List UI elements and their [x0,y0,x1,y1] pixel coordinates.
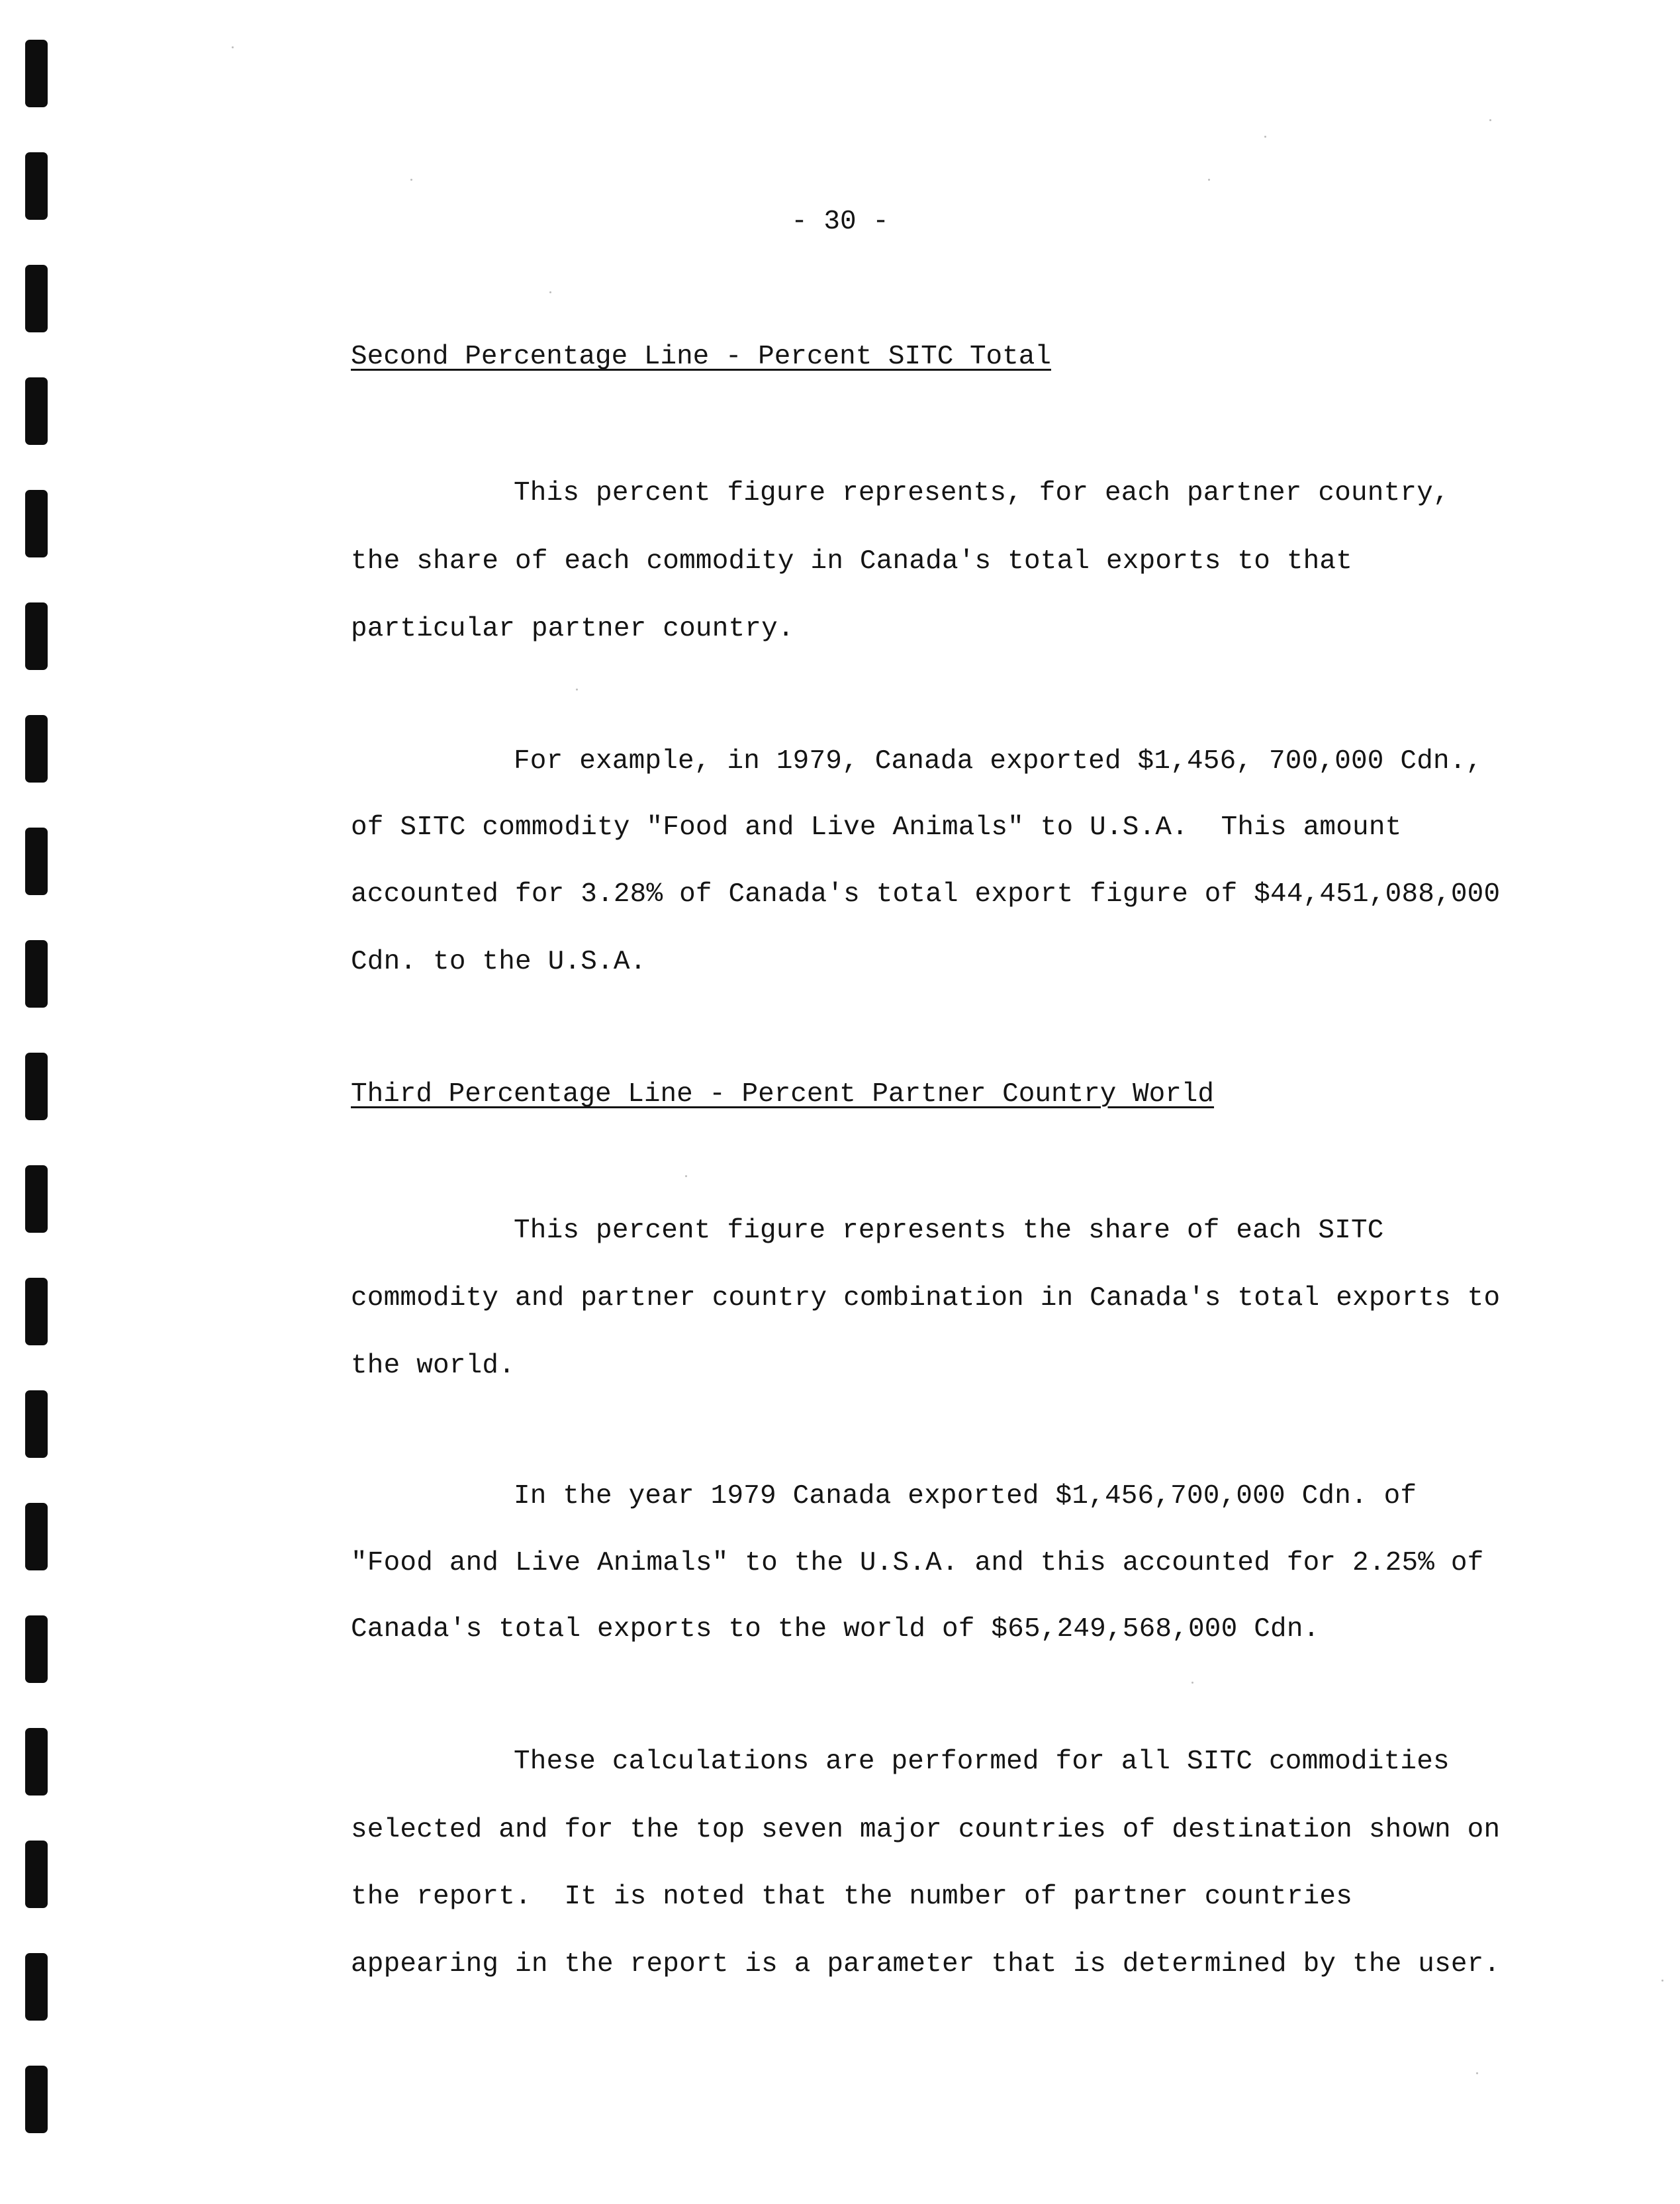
binding-hole [25,377,48,445]
paragraph-line: the share of each commodity in Canada's total exports to that [351,546,1353,577]
scan-speck [1208,179,1210,181]
scan-speck [1476,2072,1478,2074]
scan-speck [549,291,551,293]
scan-speck [1489,119,1491,121]
scan-speck [685,1175,687,1177]
section-heading: Third Percentage Line - Percent Partner Country World [351,1079,1215,1110]
binding-hole [25,265,48,332]
binding-hole [25,828,48,895]
paragraph-line: particular partner country. [351,614,794,644]
binding-hole [25,40,48,107]
binding-hole [25,602,48,670]
paragraph-line: For example, in 1979, Canada exported $1,456, 700,000 Cdn., [514,746,1483,777]
paragraph-line: appearing in the report is a parameter that is determined by the user. [351,1949,1501,1980]
paragraph-line: selected and for the top seven major countries of destination shown on [351,1815,1501,1845]
paragraph-line: commodity and partner country combination in Canada's total exports to [351,1283,1501,1314]
scan-speck [1661,1980,1663,1982]
binding-hole [25,2066,48,2133]
page-number: - 30 - [791,207,889,237]
binding-hole [25,1841,48,1908]
scan-speck [576,689,578,691]
paragraph-line: the world. [351,1351,516,1381]
section-heading: Second Percentage Line - Percent SITC Total [351,342,1051,372]
binding-hole [25,1390,48,1458]
paragraph-line: Cdn. to the U.S.A. [351,947,647,977]
paragraph-line: of SITC commodity "Food and Live Animals" to U.S.A. This amount [351,812,1402,843]
binding-hole [25,1165,48,1233]
scan-speck [410,179,412,181]
binding-hole [25,1728,48,1796]
binding-hole [25,490,48,557]
binding-hole [25,1953,48,2021]
paragraph-line: These calculations are performed for all SITC commodities [514,1747,1450,1777]
binding-hole [25,1278,48,1345]
paragraph-line: "Food and Live Animals" to the U.S.A. and this accounted for 2.25% of [351,1548,1484,1578]
paragraph-line: This percent figure represents the share of each SITC [514,1216,1384,1246]
paragraph-line: In the year 1979 Canada exported $1,456,700,000 Cdn. of [514,1481,1417,1511]
paragraph-line: accounted for 3.28% of Canada's total export figure of $44,451,088,000 [351,879,1501,910]
scan-speck [1191,1682,1193,1684]
scan-speck [1264,136,1266,138]
binding-hole [25,1503,48,1570]
paragraph-line: Canada's total exports to the world of $65,249,568,000 Cdn. [351,1614,1320,1645]
binding-hole [25,1615,48,1683]
scan-speck [232,46,234,48]
binding-hole [25,940,48,1008]
binding-hole [25,715,48,783]
binding-hole [25,1053,48,1120]
paragraph-line: the report. It is noted that the number of partner countries [351,1882,1353,1912]
paragraph-line: This percent figure represents, for each partner country, [514,478,1450,508]
